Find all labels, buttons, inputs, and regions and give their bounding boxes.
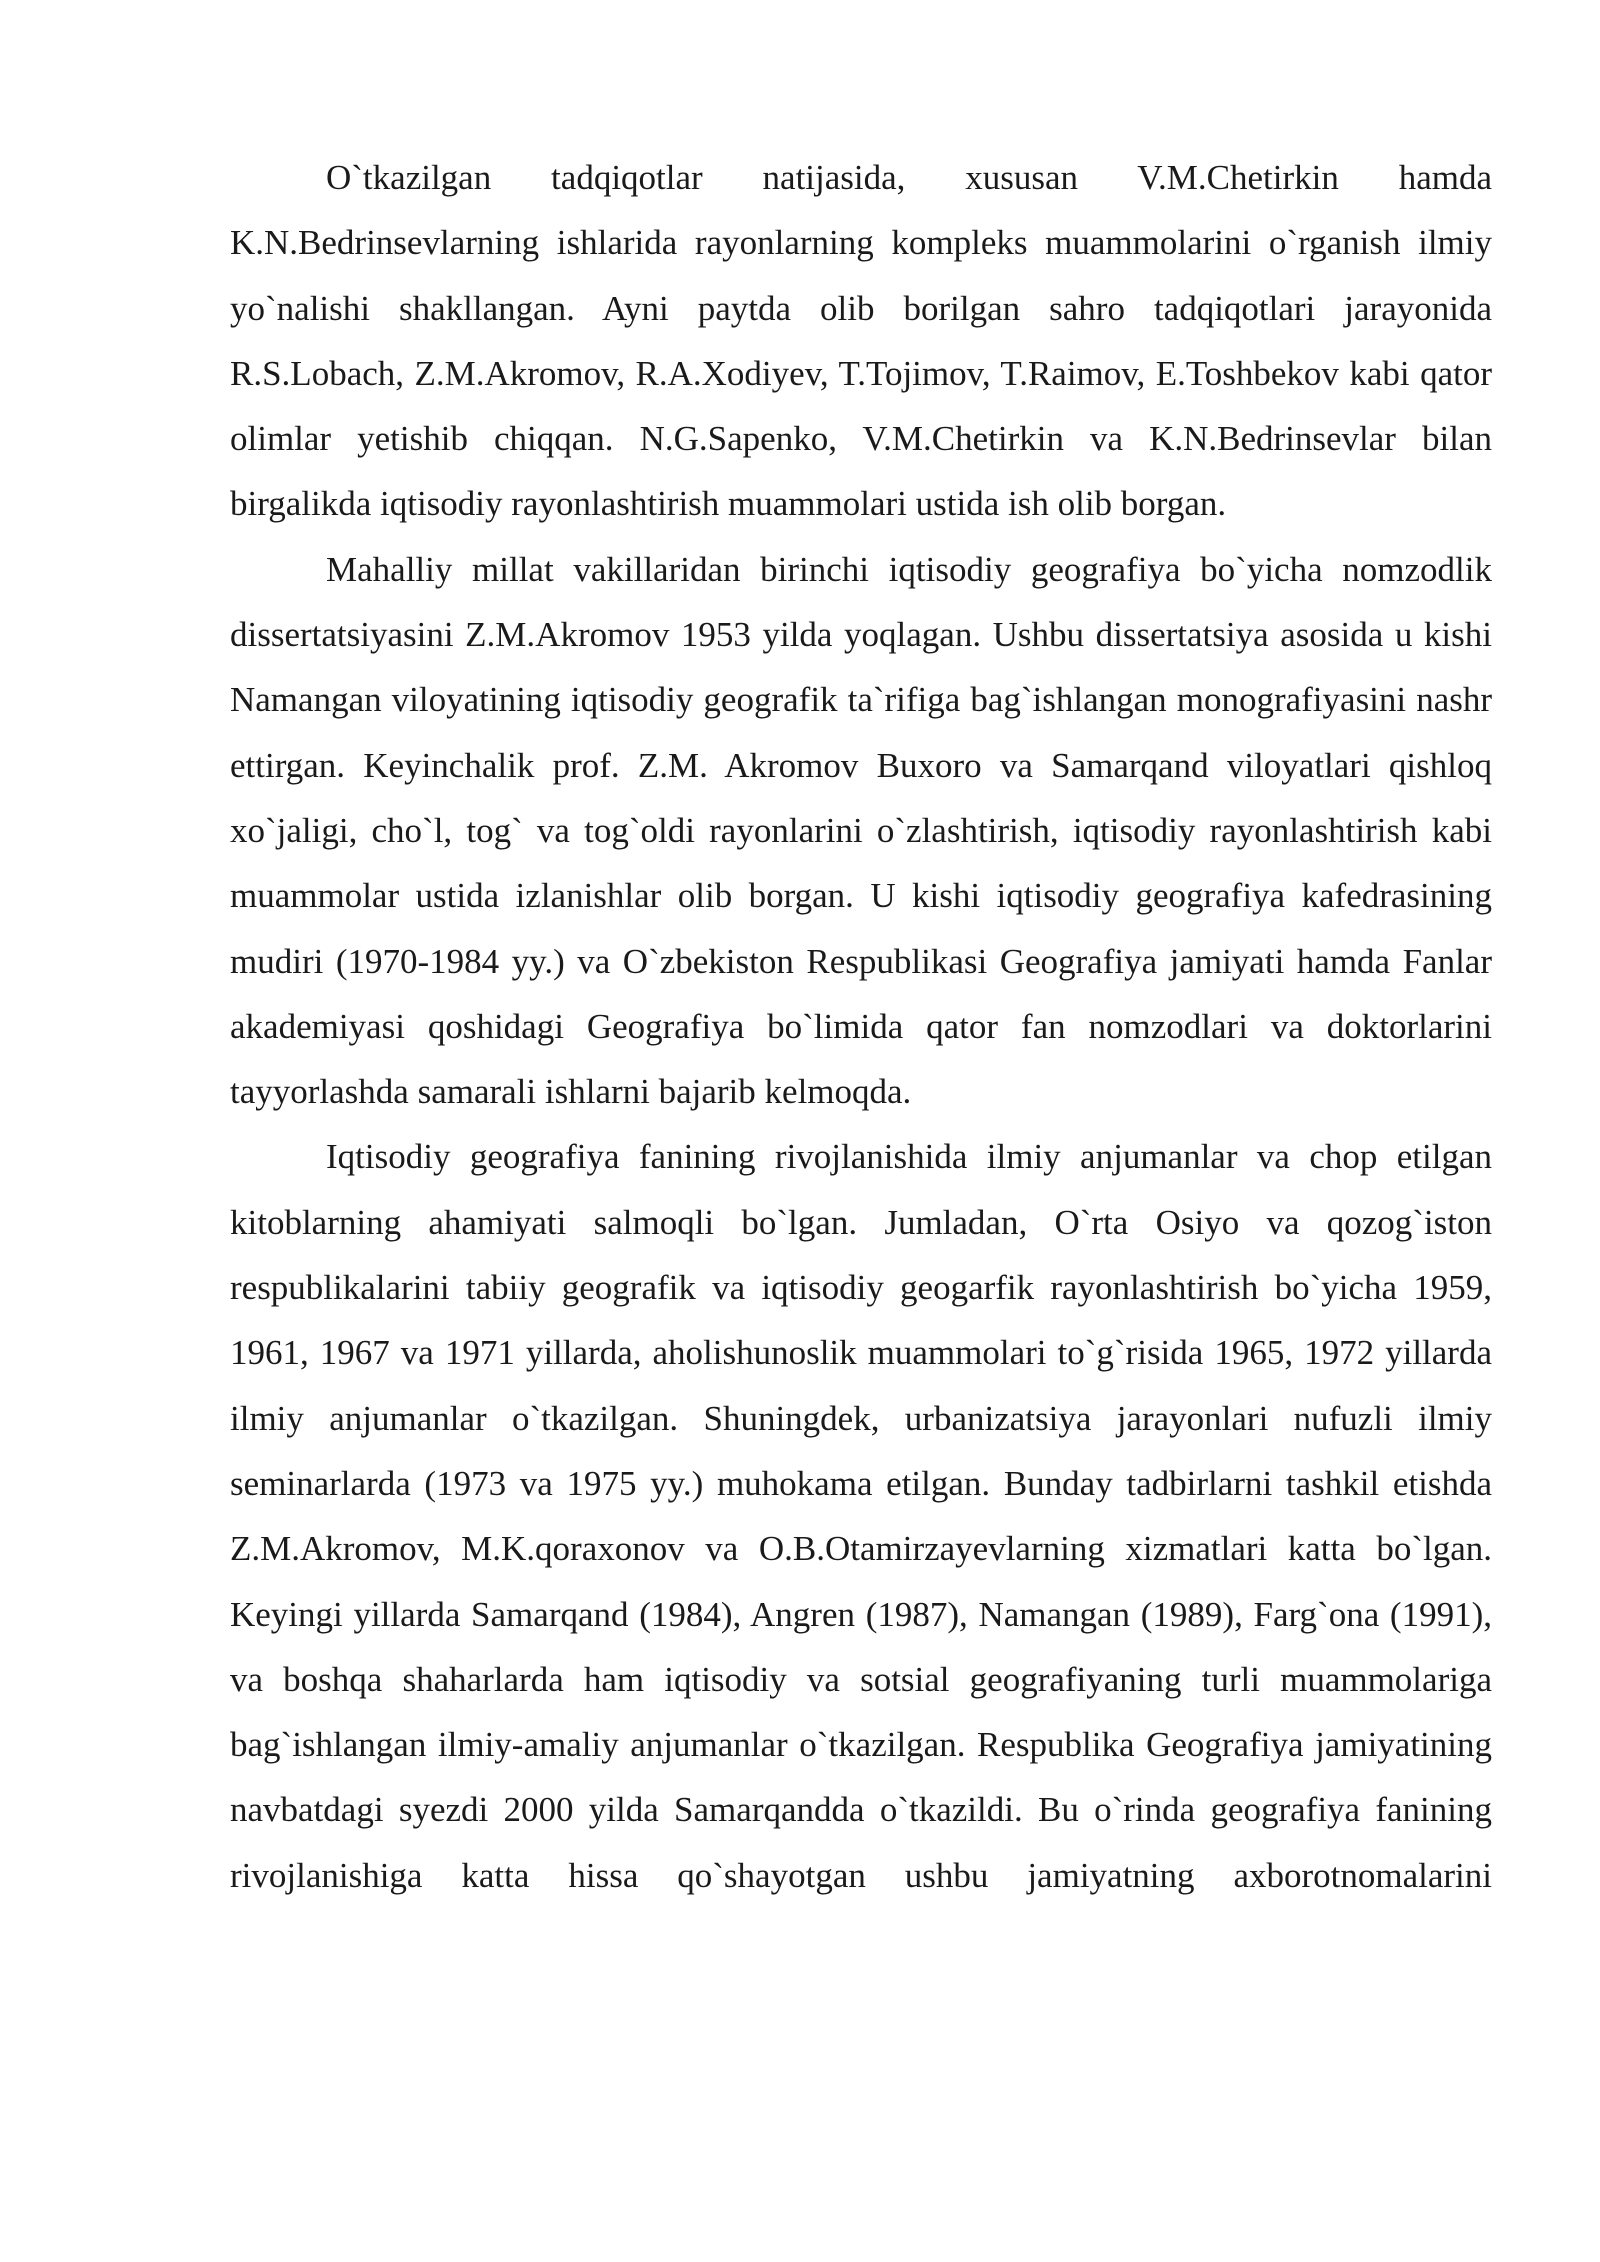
paragraph-3: Iqtisodiy geografiya fanining rivojlanishida ilmiy anjumanlar va chop etilgan kitoblarning ahamiyati salmoqli bo`lgan. Jumladan, O`rta Osiyo va qozog`iston respublikalarini tabiiy geografik va iqtisodiy geogarfik rayonlashtirish bo`yicha 1959, 1961, 1967 va 1971 yillarda, aholishunoslik muammolari to`g`risida 1965, 1972 yillarda ilmiy anjumanlar o`tkazilgan. Shuningdek, urbanizatsiya jarayonlari nufuzli ilmiy seminarlarda (1973 va 1975 yy.) muhokama etilgan. Bunday tadbirlarni tashkil etishda Z.M.Akromov, M.K.qoraxonov va O.B.Otamirzayevlarning xizmatlari katta bo`lgan. Keyingi yillarda Samarqand (1984), Angren (1987), Namangan (1989), Farg`ona (1991), va boshqa shaharlarda ham iqtisodiy va sotsial geografiyaning turli muammolariga bag`ishlangan ilmiy-amaliy anjumanlar o`tkazilgan. Respublika Geografiya jamiyatining navbatdagi syezdi 2000 yilda Samarqandda o`tkazildi. Bu o`rinda geografiya fanining rivojlanishiga katta hissa qo`shayotgan ushbu jamiyatning axborotnomalarini <box>230 1137 1492 1895</box>
body-text <box>230 145 1492 1908</box>
paragraph-2: Mahalliy millat vakillaridan birinchi iqtisodiy geografiya bo`yicha nomzodlik dissertatsiyasini Z.M.Akromov 1953 yilda yoqlagan. Ushbu dissertatsiya asosida u kishi Namangan viloyatining iqtisodiy geografik ta`rifiga bag`ishlangan monografiyasini nashr ettirgan. Keyinchalik prof. Z.M. Akromov Buxoro va Samarqand viloyatlari qishloq xo`jaligi, cho`l, tog` va tog`oldi rayonlarini o`zlashtirish, iqtisodiy rayonlashtirish kabi muammolar ustida izlanishlar olib borgan. U kishi iqtisodiy geografiya kafedrasining mudiri (1970-1984 yy.) va O`zbekiston Respublikasi Geografiya jamiyati hamda Fanlar akademiyasi qoshidagi Geografiya bo`limida qator fan nomzodlari va doktorlarini tayyorlashda samarali ishlarni bajarib kelmoqda. <box>230 549 1492 1112</box>
paragraph-1: O`tkazilgan tadqiqotlar natijasida, xususan V.M.Chetirkin hamda K.N.Bedrinsevlarning ishlarida rayonlarning kompleks muammolarini o`rganish ilmiy yo`nalishi shakllangan. Ayni paytda olib borilgan sahro tadqiqotlari jarayonida R.S.Lobach, Z.M.Akromov, R.A.Xodiyev, T.Tojimov, T.Raimov, E.Toshbekov kabi qator olimlar yetishib chiqqan. N.G.Sapenko, V.M.Chetirkin va K.N.Bedrinsevlar bilan birgalikda iqtisodiy rayonlashtirish muammolari ustida ish olib borgan. <box>230 158 1492 524</box>
